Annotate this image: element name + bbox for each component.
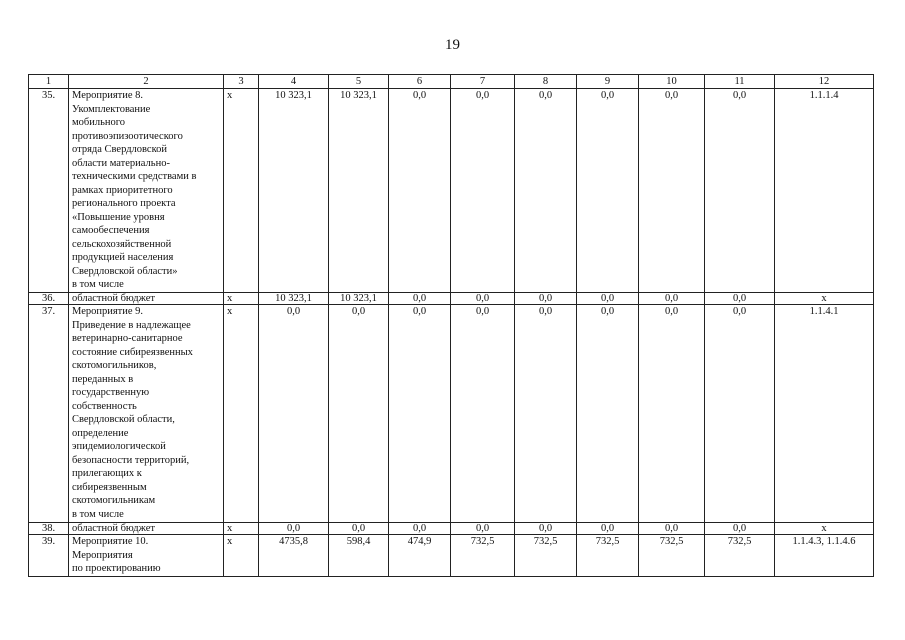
activity-description: областной бюджет <box>69 293 224 305</box>
table-row <box>29 523 874 535</box>
cell-col-10: 0,0 <box>639 293 705 305</box>
cell-col-12: х <box>775 293 874 305</box>
cell-col-8: 0,0 <box>515 305 577 523</box>
cell-col-4: 0,0 <box>259 305 329 523</box>
cell-col-11: 0,0 <box>705 89 775 293</box>
cell-col-4: 10 323,1 <box>259 293 329 305</box>
cell-col-6: 0,0 <box>389 89 451 293</box>
cell-col-3: х <box>224 89 259 293</box>
cell-col-11: 0,0 <box>705 523 775 535</box>
table-row <box>29 305 874 523</box>
row-number: 38. <box>29 523 69 535</box>
column-header-5: 5 <box>329 75 389 89</box>
cell-col-6: 474,9 <box>389 535 451 577</box>
cell-col-5: 0,0 <box>329 523 389 535</box>
cell-col-3: х <box>224 523 259 535</box>
cell-col-4: 0,0 <box>259 523 329 535</box>
column-header-3: 3 <box>224 75 259 89</box>
cell-col-4: 10 323,1 <box>259 89 329 293</box>
budget-table <box>28 74 874 577</box>
cell-col-3: х <box>224 293 259 305</box>
cell-col-5: 10 323,1 <box>329 293 389 305</box>
cell-col-7: 0,0 <box>451 523 515 535</box>
cell-col-12: х <box>775 523 874 535</box>
row-number: 35. <box>29 89 69 293</box>
column-header-2: 2 <box>69 75 224 89</box>
cell-col-9: 0,0 <box>577 293 639 305</box>
cell-col-8: 0,0 <box>515 293 577 305</box>
cell-col-10: 0,0 <box>639 89 705 293</box>
activity-description: областной бюджет <box>69 523 224 535</box>
cell-col-6: 0,0 <box>389 293 451 305</box>
cell-col-11: 0,0 <box>705 293 775 305</box>
cell-col-5: 0,0 <box>329 305 389 523</box>
cell-col-9: 0,0 <box>577 89 639 293</box>
activity-description: Мероприятие 10. Мероприятия по проектированию <box>69 535 224 577</box>
cell-col-7: 0,0 <box>451 305 515 523</box>
column-header-11: 11 <box>705 75 775 89</box>
cell-col-8: 732,5 <box>515 535 577 577</box>
cell-col-10: 732,5 <box>639 535 705 577</box>
cell-col-8: 0,0 <box>515 89 577 293</box>
cell-col-7: 732,5 <box>451 535 515 577</box>
cell-col-7: 0,0 <box>451 89 515 293</box>
header-row <box>29 75 874 89</box>
column-header-4: 4 <box>259 75 329 89</box>
row-number: 39. <box>29 535 69 577</box>
table-row <box>29 293 874 305</box>
row-number: 37. <box>29 305 69 523</box>
column-header-8: 8 <box>515 75 577 89</box>
cell-col-7: 0,0 <box>451 293 515 305</box>
cell-col-6: 0,0 <box>389 523 451 535</box>
cell-col-9: 732,5 <box>577 535 639 577</box>
cell-col-10: 0,0 <box>639 305 705 523</box>
column-header-6: 6 <box>389 75 451 89</box>
column-header-10: 10 <box>639 75 705 89</box>
cell-col-6: 0,0 <box>389 305 451 523</box>
cell-col-12: 1.1.1.4 <box>775 89 874 293</box>
column-header-1: 1 <box>29 75 69 89</box>
activity-description: Мероприятие 9. Приведение в надлежащее ветеринарно-санитарное состояние сибиреязвенных скотомогильников, переданных в государственную собственность Свердловской области, определение эпидемиологической безопасности территорий, прилегающих к сибиреязвенным скотомогильникам в том числе <box>69 305 224 523</box>
row-number: 36. <box>29 293 69 305</box>
column-header-7: 7 <box>451 75 515 89</box>
cell-col-12: 1.1.4.1 <box>775 305 874 523</box>
cell-col-4: 4735,8 <box>259 535 329 577</box>
cell-col-9: 0,0 <box>577 523 639 535</box>
cell-col-5: 10 323,1 <box>329 89 389 293</box>
table-row <box>29 535 874 577</box>
cell-col-3: х <box>224 305 259 523</box>
table-row <box>29 89 874 293</box>
activity-description: Мероприятие 8. Укомплектование мобильного противоэпизоотического отряда Свердловской области материально- техническими средствами в рамках приоритетного регионального проекта «Повышение уровня самообеспечения сельскохозяйственной продукцией населения Свердловской области» в том числе <box>69 89 224 293</box>
cell-col-12: 1.1.4.3, 1.1.4.6 <box>775 535 874 577</box>
cell-col-11: 0,0 <box>705 305 775 523</box>
cell-col-10: 0,0 <box>639 523 705 535</box>
cell-col-5: 598,4 <box>329 535 389 577</box>
column-header-12: 12 <box>775 75 874 89</box>
cell-col-3: х <box>224 535 259 577</box>
column-header-9: 9 <box>577 75 639 89</box>
cell-col-8: 0,0 <box>515 523 577 535</box>
cell-col-11: 732,5 <box>705 535 775 577</box>
page-number: 19 <box>445 37 460 53</box>
cell-col-9: 0,0 <box>577 305 639 523</box>
